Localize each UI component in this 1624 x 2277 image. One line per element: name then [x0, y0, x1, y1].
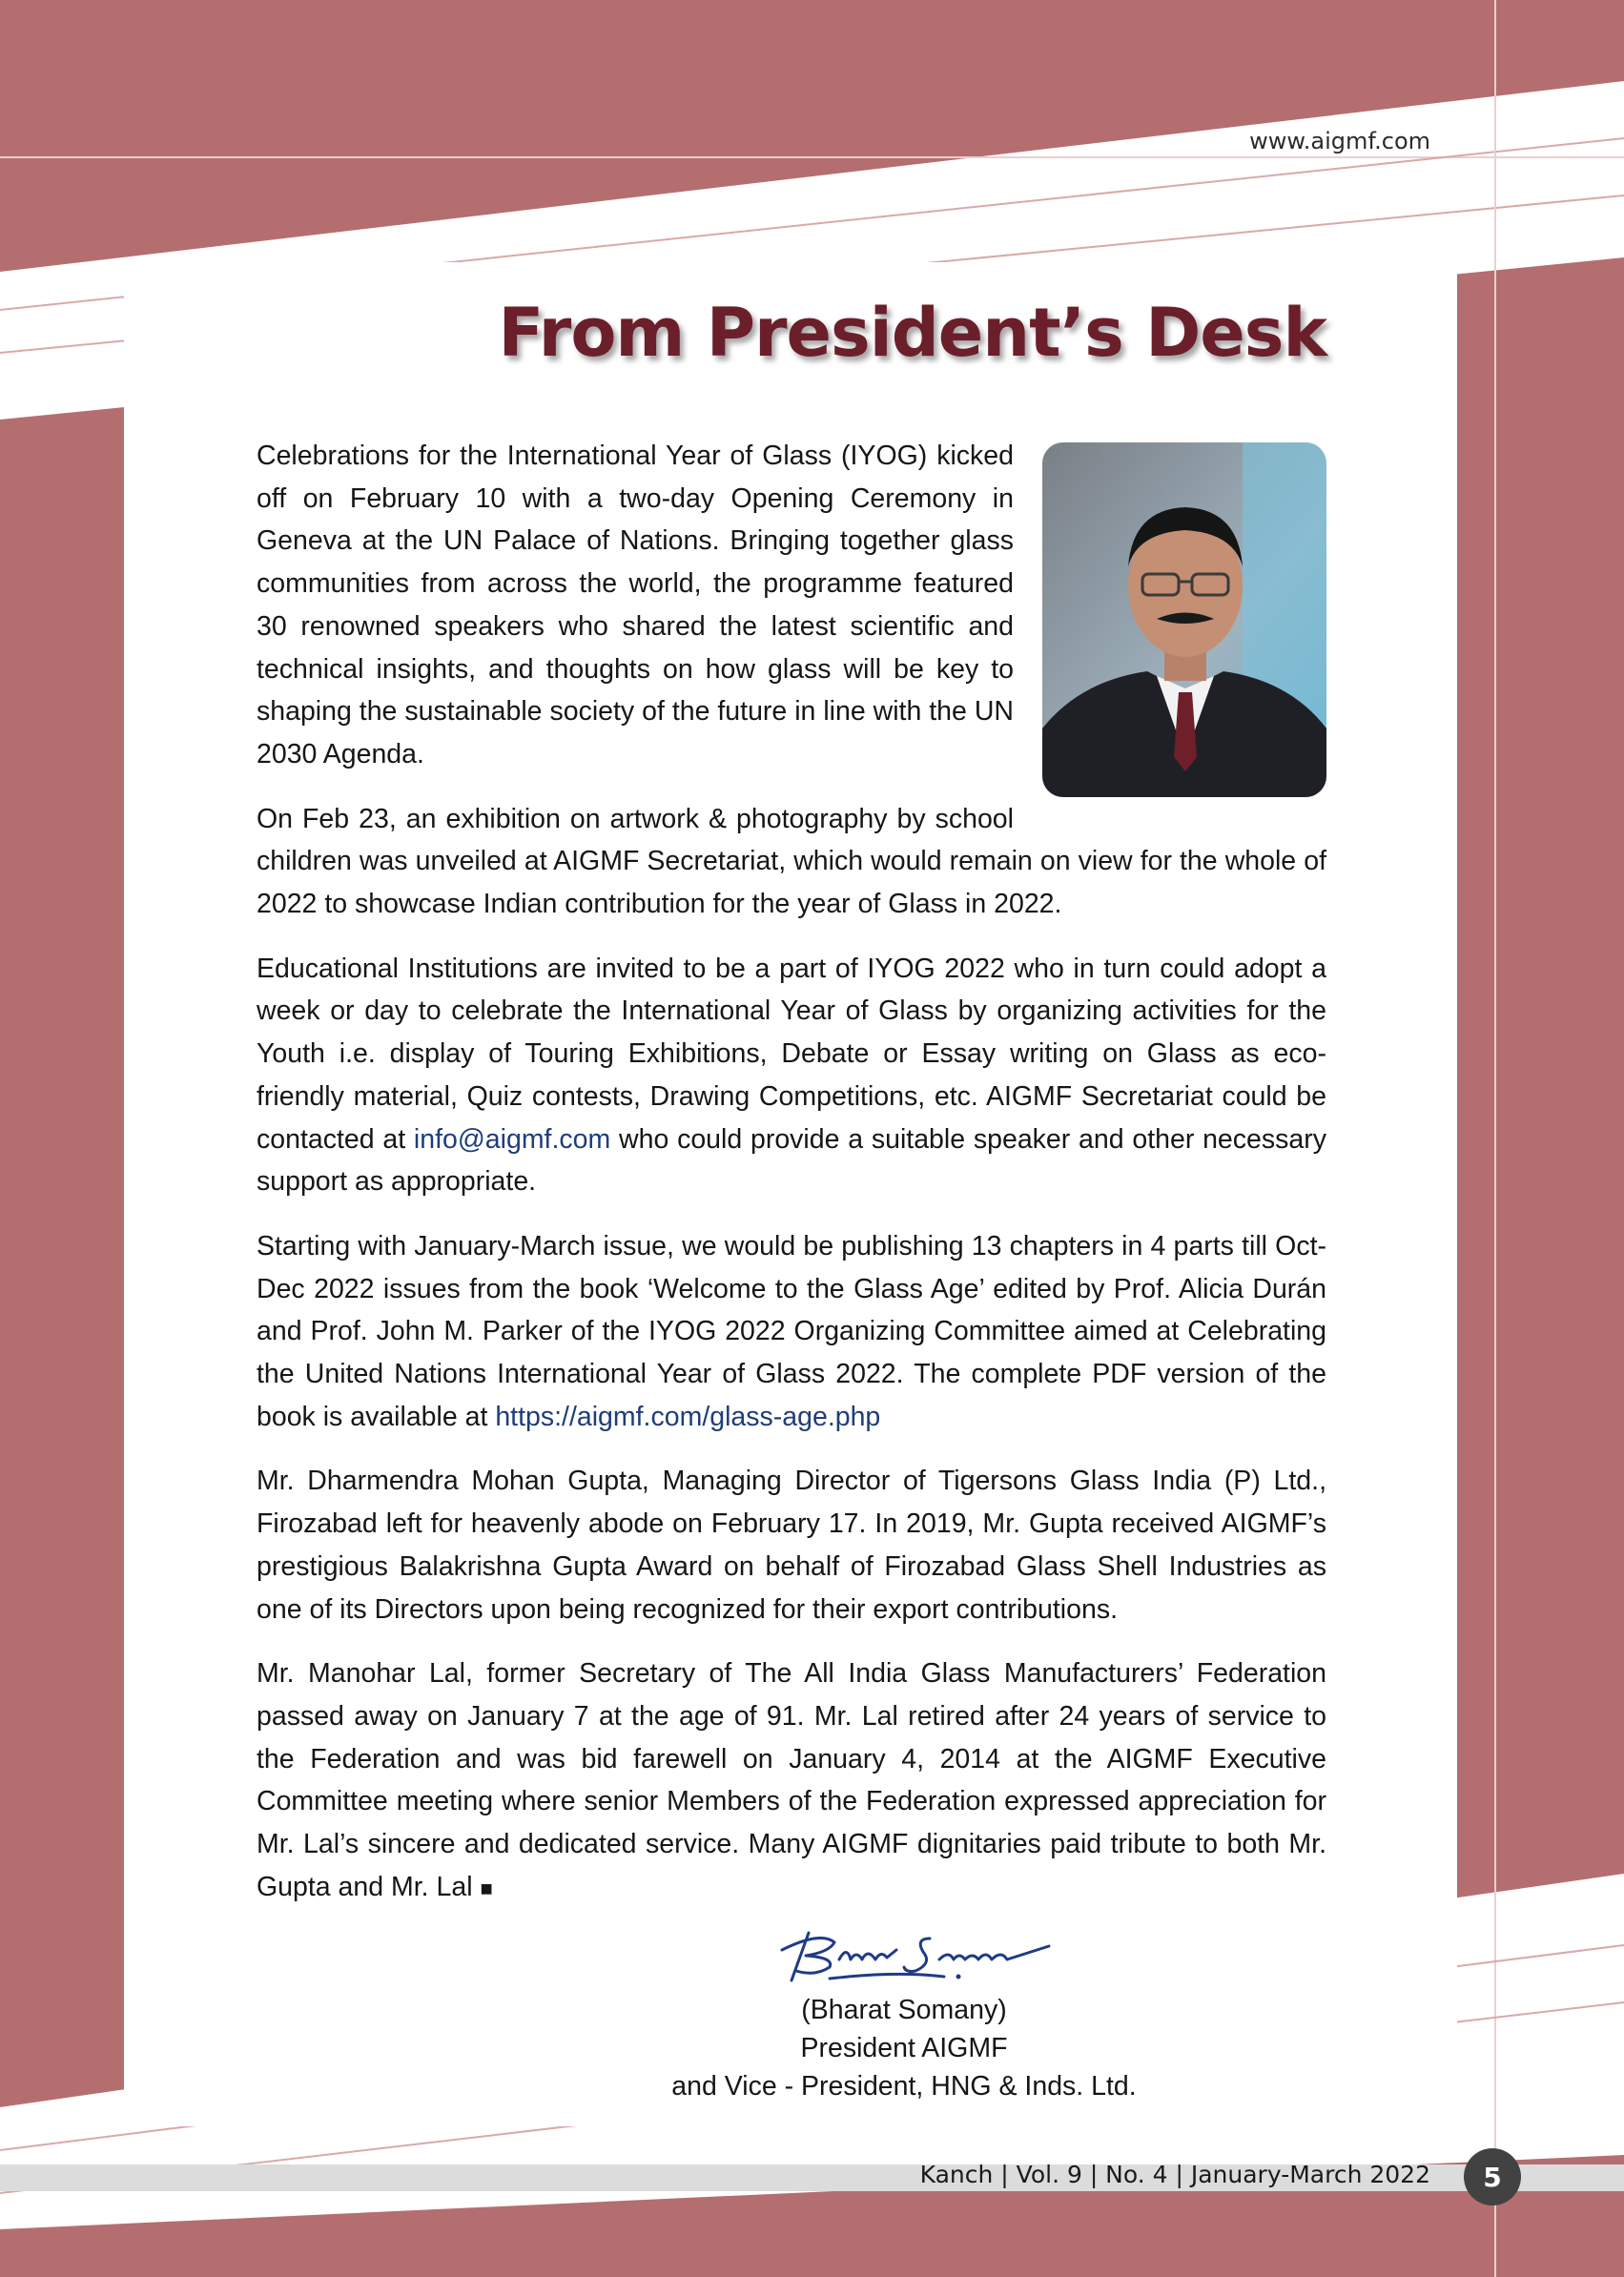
website-url: www.aigmf.com	[1249, 128, 1430, 154]
signatory-role: President AIGMF	[800, 2033, 1008, 2063]
paragraph-6-text: Mr. Manohar Lal, former Secretary of The All India Glass Manufacturers’ Federation passed away on January 7 at the age of 91. Mr. Lal retired after 24 years of service to the Federation and was bid farewell on January 4, 2014 at the AIGMF Executive Committee meeting where senior Members of the Federation expressed appreciation for Mr. Lal’s sincere and dedicated service. Many AIGMF dignitaries paid tribute to both Mr. Gupta and Mr. Lal	[257, 1658, 1326, 1902]
signatory-name: (Bharat Somany)	[801, 1995, 1007, 2025]
handwritten-signature	[763, 1921, 1097, 1998]
publication-info: Kanch | Vol. 9 | No. 4 | January-March 2022	[919, 2161, 1430, 2188]
page-title: From President’s Desk	[498, 294, 1326, 372]
paragraph-2: On Feb 23, an exhibition on artwork & photography by school children was unveiled at AIGMF Secretariat, which would remain on view for the whole of 2022 to showcase Indian contribution for the year of Glass in 2022.	[257, 803, 1326, 920]
signatory-role-2: and Vice - President, HNG & Inds. Ltd.	[671, 2071, 1137, 2102]
signature-block	[515, 1991, 1293, 2105]
paragraph-3	[257, 948, 1326, 1203]
paragraph-4-text: Starting with January-March issue, we would be publishing 13 chapters in 4 parts till Oct-Dec 2022 issues from the book ‘Welcome to the Glass Age’ edited by Prof. Alicia Durán and Prof. John M. Parker of the IYOG 2022 Organizing Committee aimed at Celebrating the United Nations International Year of Glass 2022. The complete PDF version of the book is available at	[257, 1230, 1326, 1432]
paragraph-6	[257, 1652, 1326, 1910]
article-body	[257, 435, 1326, 1933]
paragraph-5: Mr. Dharmendra Mohan Gupta, Managing Director of Tigersons Glass India (P) Ltd., Firozabad left for heavenly abode on February 17. In 2019, Mr. Gupta received AIGMF’s prestigious Balakrishna Gupta Award on behalf of Firozabad Glass Shell Industries as one of its Directors upon being recognized for their export contributions.	[257, 1466, 1326, 1625]
page-number-badge: 5	[1464, 2148, 1521, 2205]
glass-age-link[interactable]: https://aigmf.com/glass-age.php	[495, 1401, 881, 1432]
paragraph-3-text-end: who could provide a suitable speaker and other necessary support as appropriate.	[257, 1123, 1326, 1198]
president-photo	[1042, 442, 1326, 797]
end-mark: ■	[480, 1876, 493, 1900]
paragraph-4	[257, 1225, 1326, 1439]
paragraph-3-text: Educational Institutions are invited to be a part of IYOG 2022 who in turn could adopt a week or day to celebrate the International Year of Glass by organizing activities for the Youth i.e. display of Touring Exhibitions, Debate or Essay writing on Glass as eco-friendly material, Quiz contests, Drawing Competitions, etc. AIGMF Secretariat could be contacted at	[257, 953, 1326, 1155]
paragraph-1: Celebrations for the International Year of Glass (IYOG) kicked off on February 10 with a two-day Opening Ceremony in Geneva at the UN Palace of Nations. Bringing together glass communities from across the world, the programme featured 30 renowned speakers who shared the latest scientific and technical insights, and thoughts on how glass will be key to shaping the sustainable society of the future in line with the UN 2030 Agenda.	[257, 441, 1014, 769]
email-link[interactable]: info@aigmf.com	[413, 1123, 611, 1155]
